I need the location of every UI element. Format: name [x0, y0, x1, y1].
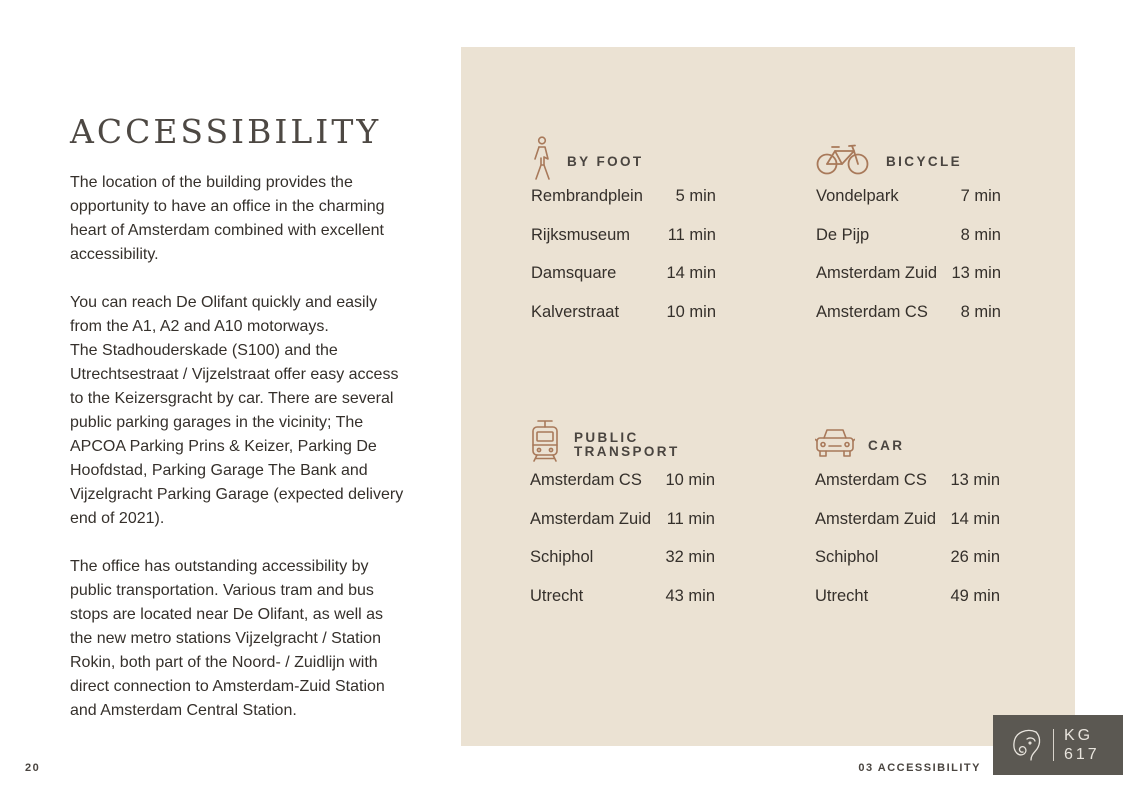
- section-title: BICYCLE: [886, 154, 963, 169]
- destination-name: Damsquare: [531, 264, 617, 283]
- list-item: [815, 587, 1000, 626]
- list-item: [531, 303, 716, 342]
- list-item: [815, 548, 1000, 587]
- destination-name: De Pijp: [816, 225, 870, 244]
- logo-text: KG 617: [1064, 727, 1100, 763]
- section-header: [815, 421, 1000, 471]
- travel-time: 8 min: [960, 303, 1001, 322]
- intro-paragraph: The office has outstanding accessibility by public transportation. Various tram and bus stops are located near De Olifant, as well as the new metro stations Vijzelgracht / Station Rokin, both part of the Noord- / Zuidlijn with direct connection to Amsterdam-Zuid Station and Amsterdam Central Station.: [70, 558, 385, 719]
- destination-name: Schiphol: [815, 548, 879, 567]
- list-item: [816, 303, 1001, 342]
- section-title: PUBLIC TRANSPORT: [574, 430, 680, 459]
- bicycle-section: [816, 137, 1001, 342]
- travel-time: 8 min: [960, 225, 1001, 244]
- destination-name: Kalverstraat: [531, 303, 620, 322]
- list-item: [815, 471, 1000, 510]
- list-item: [816, 264, 1001, 303]
- list-item: [816, 187, 1001, 226]
- destination-name: Utrecht: [530, 587, 584, 606]
- travel-time: 11 min: [667, 225, 716, 244]
- travel-time: 32 min: [665, 548, 715, 567]
- destination-name: Amsterdam CS: [816, 303, 928, 322]
- list-item: [815, 510, 1000, 549]
- section-header: [816, 137, 1001, 187]
- travel-time: 10 min: [666, 303, 716, 322]
- elephant-logo-icon: [1009, 726, 1043, 764]
- intro-paragraph: The location of the building provides the opportunity to have an office in the charming heart of Amsterdam combined with excellent accessibility.: [70, 174, 385, 263]
- destination-name: Amsterdam CS: [815, 471, 927, 489]
- walking-person-icon: [531, 136, 555, 182]
- travel-times-panel: [461, 47, 1075, 746]
- destination-name: Amsterdam Zuid: [815, 509, 937, 528]
- car-icon: [815, 427, 855, 459]
- car-section: [815, 421, 1000, 626]
- travel-time: 49 min: [950, 587, 1000, 606]
- logo-divider: [1053, 729, 1054, 761]
- list-item: [531, 226, 716, 265]
- destination-list: [530, 471, 715, 626]
- list-item: [530, 548, 715, 587]
- destination-name: Amsterdam CS: [530, 471, 642, 489]
- travel-time: 14 min: [950, 509, 1000, 528]
- travel-time: 11 min: [666, 509, 715, 528]
- section-header: [531, 137, 716, 187]
- travel-time: 26 min: [950, 548, 1000, 567]
- destination-name: Schiphol: [530, 548, 594, 567]
- section-title: CAR: [868, 438, 905, 453]
- bicycle-icon: [816, 143, 870, 177]
- travel-time: 10 min: [665, 471, 715, 489]
- list-item: [530, 587, 715, 626]
- section-title: BY FOOT: [567, 154, 644, 169]
- intro-paragraph: You can reach De Olifant quickly and easily from the A1, A2 and A10 motorways. The Stadhouderskade (S100) and the Utrechtsestraat / Vijzelstraat offer easy access to the Keizersgracht by car. There are several public parking garages in the vicinity; The APCOA Parking Prins & Keizer, Parking De Hoofdstad, Parking Garage The Bank and Vijzelgracht Parking Garage (expected delivery end of 2021).: [70, 294, 404, 527]
- tram-icon: [530, 419, 560, 463]
- list-item: [531, 187, 716, 226]
- travel-time: 43 min: [665, 587, 715, 606]
- destination-name: Rijksmuseum: [531, 225, 631, 244]
- list-item: [530, 510, 715, 549]
- destination-list: [531, 187, 716, 342]
- travel-time: 7 min: [960, 187, 1001, 205]
- destination-name: Rembrandplein: [531, 187, 643, 205]
- destination-list: [816, 187, 1001, 342]
- list-item: [531, 264, 716, 303]
- destination-list: [815, 471, 1000, 626]
- public-transport-section: [530, 421, 715, 626]
- section-header: [530, 421, 715, 471]
- list-item: [816, 226, 1001, 265]
- travel-time: 14 min: [666, 264, 716, 283]
- intro-text: [70, 171, 405, 747]
- destination-name: Amsterdam Zuid: [816, 264, 938, 283]
- brand-logo: [993, 715, 1123, 775]
- page-number: 20: [25, 762, 41, 774]
- list-item: [530, 471, 715, 510]
- section-footer-label: 03 ACCESSIBILITY: [858, 762, 981, 774]
- destination-name: Vondelpark: [816, 187, 899, 205]
- by-foot-section: [531, 137, 716, 342]
- destination-name: Amsterdam Zuid: [530, 509, 652, 528]
- destination-name: Utrecht: [815, 587, 869, 606]
- page-title: ACCESSIBILITY: [70, 112, 382, 151]
- travel-time: 13 min: [951, 264, 1001, 283]
- travel-time: 13 min: [950, 471, 1000, 489]
- travel-time: 5 min: [675, 187, 716, 205]
